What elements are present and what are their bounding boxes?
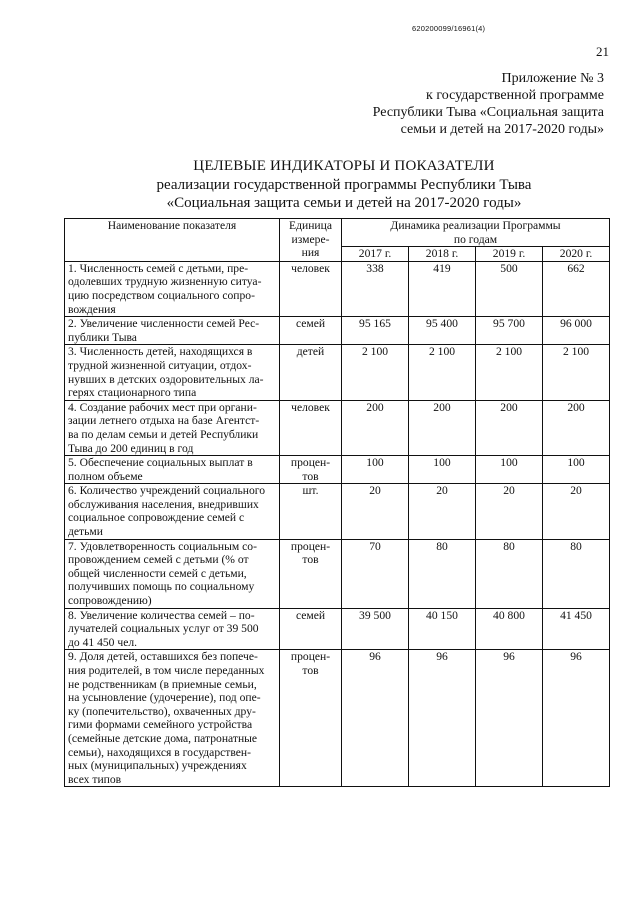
indicator-value: 200 bbox=[409, 400, 476, 455]
indicator-unit bbox=[280, 456, 342, 484]
indicator-value: 20 bbox=[543, 484, 610, 539]
indicator-name-line: ку (попечительство), охваченных дру- bbox=[68, 704, 256, 718]
indicator-value: 40 800 bbox=[476, 608, 543, 650]
document-title bbox=[60, 157, 628, 212]
indicator-unit-line: человек bbox=[291, 400, 330, 414]
indicator-unit-line: детей bbox=[296, 345, 325, 359]
header-year: 2019 г. bbox=[476, 247, 543, 262]
table-row bbox=[65, 261, 610, 316]
indicator-value: 200 bbox=[543, 400, 610, 455]
indicator-name-line: Тыва до 200 единиц в год bbox=[68, 441, 194, 455]
indicator-unit-line: тов bbox=[302, 553, 319, 567]
indicator-value: 95 400 bbox=[409, 317, 476, 345]
indicator-unit-line: процен- bbox=[290, 539, 331, 553]
indicator-name-line: до 41 450 чел. bbox=[68, 635, 138, 649]
header-unit-line: Единица bbox=[289, 219, 332, 232]
indicator-name-line: на усыновление (удочерение), под опе- bbox=[68, 691, 261, 705]
indicator-value: 2 100 bbox=[543, 345, 610, 400]
appendix-note bbox=[304, 70, 604, 138]
indicator-name-line: ния родителей, в том числе переданных bbox=[68, 664, 265, 677]
indicator-name-line: детьми bbox=[68, 525, 103, 539]
title-heading: ЦЕЛЕВЫЕ ИНДИКАТОРЫ И ПОКАЗАТЕЛИ bbox=[193, 158, 495, 174]
table-row bbox=[65, 539, 610, 608]
indicator-name-line: публики Тыва bbox=[68, 330, 137, 344]
indicator-unit-line: шт. bbox=[302, 484, 319, 498]
indicator-name-line: семьи), находящихся в государствен- bbox=[68, 745, 251, 759]
indicator-value: 100 bbox=[342, 456, 409, 484]
indicator-name-line: 6. Количество учреждений социального bbox=[68, 484, 266, 498]
document-id: 620200099/16961(4) bbox=[412, 24, 486, 33]
indicator-name-line: не родственникам (в приемные семьи, bbox=[68, 677, 257, 691]
indicator-unit bbox=[280, 345, 342, 400]
indicator-name-line: гими формами семейного устройства bbox=[68, 718, 253, 732]
indicator-unit bbox=[280, 484, 342, 539]
table-row bbox=[65, 650, 610, 787]
indicator-unit bbox=[280, 608, 342, 650]
indicator-value: 100 bbox=[409, 456, 476, 484]
indicator-value: 96 bbox=[409, 650, 476, 787]
header-year: 2018 г. bbox=[409, 247, 476, 262]
indicator-value: 20 bbox=[342, 484, 409, 539]
indicator-unit-line: тов bbox=[302, 664, 319, 677]
table-header-row bbox=[65, 219, 610, 247]
indicator-name-line: (семейные детские дома, патронатные bbox=[68, 731, 258, 745]
indicator-name-line: зации летнего отдыха на базе Агентст- bbox=[68, 414, 260, 428]
indicator-name bbox=[65, 456, 280, 484]
indicator-unit-line: процен- bbox=[290, 456, 331, 470]
indicator-name-line: цию посредством социального сопро- bbox=[68, 288, 255, 302]
table-row bbox=[65, 484, 610, 539]
indicator-value: 419 bbox=[409, 261, 476, 316]
header-dynamics-line: по годам bbox=[453, 232, 498, 246]
header-dynamics-line: Динамика реализации Программы bbox=[390, 219, 561, 232]
indicator-name bbox=[65, 539, 280, 608]
indicator-value: 80 bbox=[409, 539, 476, 608]
indicator-name-line: сопровождению) bbox=[68, 594, 152, 608]
appendix-line: Приложение № 3 bbox=[501, 71, 604, 86]
indicator-name bbox=[65, 345, 280, 400]
indicator-unit bbox=[280, 400, 342, 455]
indicator-value: 96 bbox=[543, 650, 610, 787]
indicator-value: 500 bbox=[476, 261, 543, 316]
indicator-name-line: ва по делам семьи и детей Республики bbox=[68, 427, 259, 441]
indicator-unit bbox=[280, 317, 342, 345]
indicator-name-line: всех типов bbox=[68, 772, 122, 786]
indicator-unit-line: процен- bbox=[290, 650, 331, 664]
indicator-value: 200 bbox=[476, 400, 543, 455]
indicator-value: 41 450 bbox=[543, 608, 610, 650]
table-row bbox=[65, 456, 610, 484]
indicator-value: 96 bbox=[476, 650, 543, 787]
header-dynamics bbox=[342, 219, 610, 247]
page-number: 21 bbox=[596, 44, 609, 59]
indicator-name-line: провождением семей с детьми (% от bbox=[68, 553, 249, 567]
indicator-value: 662 bbox=[543, 261, 610, 316]
indicator-name-line: вождения bbox=[68, 302, 116, 316]
indicator-unit bbox=[280, 650, 342, 787]
indicator-name-line: нувших в детских оздоровительных ла- bbox=[68, 372, 264, 386]
indicators-table bbox=[64, 218, 610, 787]
indicator-name-line: ных (муниципальных) учреждениях bbox=[68, 759, 247, 773]
table-body bbox=[65, 261, 610, 787]
indicator-value: 100 bbox=[476, 456, 543, 484]
indicator-name-line: 7. Удовлетворенность социальным со- bbox=[68, 539, 257, 553]
indicator-value: 2 100 bbox=[476, 345, 543, 400]
indicator-value: 95 700 bbox=[476, 317, 543, 345]
indicator-value: 80 bbox=[543, 539, 610, 608]
indicator-name-line: одолевших трудную жизненную ситуа- bbox=[68, 275, 262, 289]
indicator-name-line: 1. Численность семей с детьми, пре- bbox=[68, 261, 249, 275]
indicator-value: 200 bbox=[342, 400, 409, 455]
indicator-name-line: общей численности семей с детьми, bbox=[68, 566, 247, 580]
indicator-name bbox=[65, 400, 280, 455]
indicator-name-line: лучателей социальных услуг от 39 500 bbox=[68, 622, 259, 636]
indicator-name-line: полном объеме bbox=[68, 469, 143, 483]
table-row bbox=[65, 608, 610, 650]
indicator-unit bbox=[280, 261, 342, 316]
indicator-value: 39 500 bbox=[342, 608, 409, 650]
indicator-value: 338 bbox=[342, 261, 409, 316]
indicator-name-line: получивших помощь по социальному bbox=[68, 580, 255, 594]
indicator-name bbox=[65, 484, 280, 539]
indicator-value: 96 000 bbox=[543, 317, 610, 345]
indicator-value: 80 bbox=[476, 539, 543, 608]
indicator-value: 20 bbox=[409, 484, 476, 539]
indicator-value: 2 100 bbox=[409, 345, 476, 400]
indicator-name-line: 5. Обеспечение социальных выплат в bbox=[68, 456, 253, 470]
appendix-line: семьи и детей на 2017-2020 годы» bbox=[400, 122, 604, 137]
appendix-line: Республики Тыва «Социальная защита bbox=[372, 105, 604, 120]
indicator-value: 95 165 bbox=[342, 317, 409, 345]
indicator-name-line: обслуживания населения, внедривших bbox=[68, 497, 259, 511]
table-row bbox=[65, 317, 610, 345]
title-program-name: «Социальная защита семьи и детей на 2017-2020 годы» bbox=[166, 195, 522, 211]
appendix-line: к государственной программе bbox=[426, 88, 604, 103]
indicator-value: 100 bbox=[543, 456, 610, 484]
indicator-name bbox=[65, 317, 280, 345]
indicator-name-line: трудной жизненной ситуации, отдох- bbox=[68, 358, 252, 372]
table-row bbox=[65, 400, 610, 455]
header-unit bbox=[280, 219, 342, 262]
indicator-unit-line: семей bbox=[295, 608, 326, 622]
indicator-value: 40 150 bbox=[409, 608, 476, 650]
indicator-value: 2 100 bbox=[342, 345, 409, 400]
indicator-name-line: 3. Численность детей, находящихся в bbox=[68, 345, 253, 359]
indicator-unit-line: семей bbox=[295, 317, 326, 331]
indicator-name-line: социальное сопровождение семей с bbox=[68, 511, 245, 525]
indicator-name-line: 8. Увеличение количества семей – по- bbox=[68, 608, 255, 622]
indicator-name-line: герях стационарного типа bbox=[68, 386, 197, 400]
title-subheading: реализации государственной программы Республики Тыва bbox=[156, 177, 532, 193]
indicator-value: 70 bbox=[342, 539, 409, 608]
indicator-value: 20 bbox=[476, 484, 543, 539]
header-year: 2017 г. bbox=[342, 247, 409, 262]
header-indicator-name: Наименование показателя bbox=[65, 219, 280, 262]
indicator-unit-line: тов bbox=[302, 469, 319, 483]
indicator-name bbox=[65, 608, 280, 650]
indicator-name-line: 4. Создание рабочих мест при органи- bbox=[68, 400, 257, 414]
header-unit-line: ния bbox=[301, 246, 320, 260]
indicator-name bbox=[65, 650, 280, 787]
indicator-unit bbox=[280, 539, 342, 608]
table-row bbox=[65, 345, 610, 400]
indicator-name-line: 2. Увеличение численности семей Рес- bbox=[68, 317, 260, 331]
indicator-name-line: 9. Доля детей, оставшихся без попече- bbox=[68, 650, 258, 664]
header-year: 2020 г. bbox=[543, 247, 610, 262]
indicator-value: 96 bbox=[342, 650, 409, 787]
header-unit-line: измере- bbox=[291, 232, 330, 246]
indicator-unit-line: человек bbox=[291, 261, 330, 275]
indicator-name bbox=[65, 261, 280, 316]
